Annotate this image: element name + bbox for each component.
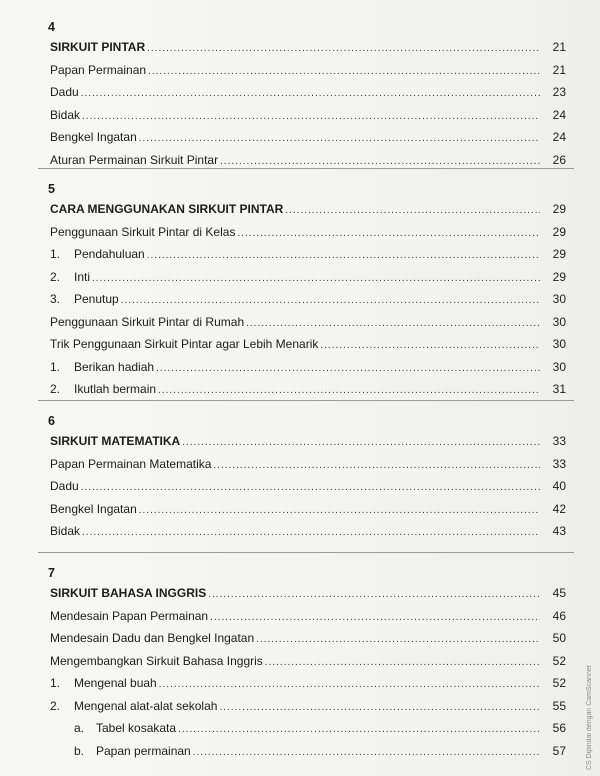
entry-page-number: 33 [552, 434, 566, 448]
entry-page-number: 29 [552, 269, 566, 284]
entry-page-number: 50 [552, 631, 566, 645]
entry-title: Penggunaan Sirkuit Pintar di Kelas [50, 224, 236, 239]
dot-leader [320, 335, 540, 358]
entry-number: 1. [50, 247, 61, 261]
entry-title: Mendesain Dadu dan Bengkel Ingatan [50, 631, 255, 645]
scanner-watermark: CS Dipindai dengan CamScanner [586, 664, 593, 770]
entry-page-number: 24 [552, 107, 566, 122]
entry-number: a. [74, 721, 85, 735]
dot-leader [285, 200, 540, 223]
dot-leader [256, 629, 540, 652]
entry-page-number: 31 [552, 382, 566, 396]
dot-leader [147, 38, 540, 61]
toc-entry [38, 266, 574, 289]
toc-entry [38, 520, 574, 543]
entry-number: 1. [50, 676, 61, 690]
entry-title: SIRKUIT PINTAR [50, 40, 146, 54]
entry-title: Papan Permainan [50, 62, 147, 77]
toc-entry [38, 605, 574, 628]
entry-page-number: 52 [552, 676, 566, 690]
dot-leader [208, 584, 540, 607]
dot-leader [147, 245, 540, 268]
dot-leader [121, 290, 540, 313]
toc-entry [38, 672, 574, 695]
entry-number: 1. [50, 359, 61, 374]
entry-page-number: 43 [552, 524, 566, 538]
toc-entry [38, 378, 574, 401]
entry-page-number: 42 [552, 501, 566, 516]
dot-leader [265, 652, 540, 675]
toc-section-4 [38, 18, 574, 171]
toc-entry [38, 198, 574, 221]
entry-title: CARA MENGGUNAKAN SIRKUIT PINTAR [50, 202, 284, 216]
toc-entry [38, 430, 574, 453]
dot-leader [246, 313, 540, 336]
entry-page-number: 55 [552, 698, 566, 713]
entry-title: Pendahuluan [74, 247, 145, 261]
toc-entry [38, 243, 574, 266]
entry-page-number: 30 [552, 359, 566, 374]
section-entries [38, 198, 574, 401]
toc-entry [38, 81, 574, 104]
dot-leader [148, 61, 540, 84]
entry-title: Berikan hadiah [74, 359, 155, 374]
dot-leader [81, 83, 540, 106]
toc-entry [38, 740, 574, 763]
section-entries [38, 36, 574, 171]
dot-leader [139, 128, 540, 151]
entry-number: 2. [50, 382, 61, 396]
section-divider [38, 552, 574, 553]
entry-page-number: 30 [552, 292, 566, 306]
entry-title: Dadu [50, 85, 79, 99]
dot-leader [156, 358, 540, 381]
entry-title: Mengembangkan Sirkuit Bahasa Inggris [50, 653, 263, 668]
entry-page-number: 33 [552, 456, 566, 471]
toc-entry [38, 498, 574, 521]
toc-entry [38, 717, 574, 740]
entry-number: 2. [50, 269, 61, 284]
section-divider [38, 400, 574, 401]
entry-title: Papan permainan [96, 743, 191, 758]
entry-title: Penutup [74, 292, 119, 306]
entry-title: Mendesain Papan Permainan [50, 608, 209, 623]
toc-entry [38, 126, 574, 149]
entry-page-number: 46 [552, 608, 566, 623]
section-divider [38, 168, 574, 169]
section-number: 5 [48, 182, 55, 196]
entry-title: SIRKUIT BAHASA INGGRIS [50, 586, 207, 600]
entry-page-number: 29 [552, 202, 566, 216]
entry-title: Penggunaan Sirkuit Pintar di Rumah [50, 314, 245, 329]
toc-section-7 [38, 564, 574, 762]
toc-entry [38, 627, 574, 650]
entry-title: Bidak [50, 524, 81, 538]
toc-entry [38, 311, 574, 334]
entry-title: Ikutlah bermain [74, 382, 157, 396]
entry-title: Dadu [50, 479, 79, 493]
entry-page-number: 56 [552, 721, 566, 735]
toc-section-5 [38, 180, 574, 401]
toc-entry [38, 36, 574, 59]
section-entries [38, 582, 574, 762]
toc-entry [38, 356, 574, 379]
entry-page-number: 21 [552, 40, 566, 54]
section-entries [38, 430, 574, 543]
dot-leader [159, 674, 540, 697]
entry-page-number: 45 [552, 586, 566, 600]
dot-leader [82, 106, 540, 129]
toc-entry [38, 475, 574, 498]
entry-page-number: 52 [552, 653, 566, 668]
entry-number: 2. [50, 698, 61, 713]
entry-title: Bengkel Ingatan [50, 130, 137, 144]
entry-page-number: 24 [552, 130, 566, 144]
toc-entry [38, 582, 574, 605]
dot-leader [82, 522, 540, 545]
dot-leader [210, 607, 540, 630]
toc-entry [38, 104, 574, 127]
dot-leader [220, 151, 540, 174]
entry-title: Bidak [50, 107, 81, 122]
toc-section-6 [38, 412, 574, 543]
entry-page-number: 21 [552, 62, 566, 77]
entry-title: SIRKUIT MATEMATIKA [50, 434, 181, 448]
entry-title: Inti [74, 269, 91, 284]
dot-leader [213, 455, 540, 478]
toc-entry [38, 221, 574, 244]
entry-title: Tabel kosakata [96, 721, 177, 735]
entry-title: Mengenal alat-alat sekolah [74, 698, 218, 713]
dot-leader [193, 742, 540, 765]
entry-page-number: 30 [552, 314, 566, 329]
dot-leader [92, 268, 540, 291]
entry-page-number: 29 [552, 224, 566, 239]
entry-page-number: 26 [552, 152, 566, 167]
entry-title: Mengenal buah [74, 676, 157, 690]
entry-title: Aturan Permainan Sirkuit Pintar [50, 152, 219, 167]
entry-page-number: 29 [552, 247, 566, 261]
toc-entry [38, 695, 574, 718]
dot-leader [237, 223, 540, 246]
dot-leader [178, 719, 540, 742]
entry-page-number: 40 [552, 479, 566, 493]
dot-leader [182, 432, 540, 455]
toc-entry [38, 333, 574, 356]
toc-entry [38, 650, 574, 673]
entry-title: Trik Penggunaan Sirkuit Pintar agar Lebih Menarik [50, 337, 319, 351]
dot-leader [81, 477, 540, 500]
entry-title: Papan Permainan Matematika [50, 456, 212, 471]
section-number: 7 [48, 566, 55, 580]
entry-page-number: 23 [552, 85, 566, 99]
toc-entry [38, 288, 574, 311]
dot-leader [139, 500, 540, 523]
toc-entry [38, 453, 574, 476]
entry-page-number: 57 [552, 743, 566, 758]
entry-number: 3. [50, 292, 61, 306]
entry-number: b. [74, 743, 85, 758]
section-number: 6 [48, 414, 55, 428]
entry-title: Bengkel Ingatan [50, 501, 137, 516]
toc-entry [38, 59, 574, 82]
dot-leader [219, 697, 540, 720]
entry-page-number: 30 [552, 337, 566, 351]
section-number: 4 [48, 20, 55, 34]
